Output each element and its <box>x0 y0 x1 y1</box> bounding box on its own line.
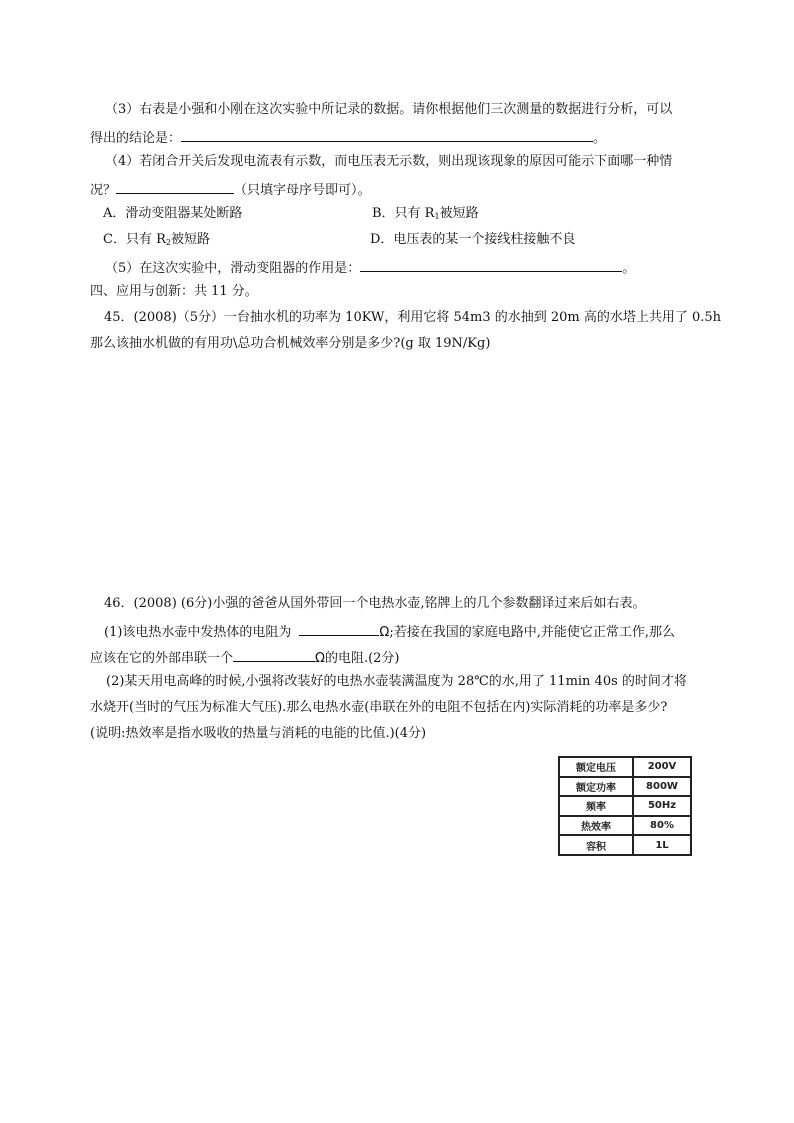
q4-option-b-subscript: 1 <box>434 212 440 221</box>
q46-text-1: 46．(2008) (6分)小强的爸爸从国外带回一个电热水壶,铭牌上的几个参数翻译过来后如右表。 <box>104 596 646 611</box>
q46-sub1-line-2 <box>90 647 400 665</box>
nameplate-row <box>559 816 691 836</box>
q3-text-1: （3）右表是小强和小刚在这次实验中所记录的数据。请你根据他们三次测量的数据进行分析，可以 <box>105 102 673 117</box>
ohm-symbol: Ω <box>379 625 390 640</box>
nameplate-row <box>559 757 691 777</box>
q4-line-1 <box>105 153 672 171</box>
q4-text-2: 况？ <box>90 183 117 198</box>
q5-answer-blank[interactable] <box>360 257 622 272</box>
q46-sub2-text-1: (2)某天用电高峰的时候,小强将改装好的电热水壶装满温度为 28℃的水,用了 11min 40s 的时间才将 <box>106 674 687 689</box>
q3-text-2-end: 。 <box>593 131 607 146</box>
q4-option-c-text-end: 被短路 <box>170 232 210 247</box>
nameplate-value: 1L <box>633 835 691 855</box>
q4-option-c-subscript: 2 <box>165 238 171 247</box>
section-heading <box>90 283 258 301</box>
q4-option-a-text: A．滑动变阻器某处断路 <box>103 206 243 221</box>
q46-resistance-blank[interactable] <box>299 621 379 636</box>
q46-sub2-line-2 <box>90 699 667 717</box>
q4-option-c-text: C．只有 R <box>103 232 166 247</box>
q4-text-2-end: （只填字母序号即可）。 <box>234 183 371 198</box>
nameplate-key: 额定电压 <box>559 757 633 777</box>
q4-option-b-text-end: 被短路 <box>439 206 479 221</box>
nameplate-row <box>559 777 691 797</box>
q46-sub1-line-1 <box>104 621 675 639</box>
q3-text-2: 得出的结论是： <box>90 131 182 146</box>
nameplate-key: 频率 <box>559 796 633 816</box>
nameplate-table <box>558 756 692 856</box>
ohm-symbol-2: Ω <box>315 651 325 666</box>
q46-series-resistor-blank[interactable] <box>233 647 315 662</box>
q4-text-1: （4）若闭合开关后发现电流表有示数，而电压表无示数，则出现该现象的原因可能示下面哪一种情 <box>105 154 673 169</box>
q3-answer-blank[interactable] <box>181 127 593 142</box>
nameplate-row <box>559 835 691 855</box>
q46-sub2-text-3: (说明:热效率是指水吸收的热量与消耗的电能的比值.)(4分) <box>90 726 427 741</box>
q4-answer-blank[interactable] <box>116 179 234 194</box>
nameplate-row <box>559 796 691 816</box>
q46-sub2-line-1 <box>106 673 687 691</box>
q46-sub2-line-3 <box>90 725 426 743</box>
section-heading-text: 四、应用与创新：共 11 分。 <box>90 284 258 299</box>
nameplate-key: 容积 <box>559 835 633 855</box>
q45-line-2 <box>90 335 490 353</box>
q46-sub2-text-2: 水烧开(当时的气压为标准大气压).那么电热水壶(串联在外的电阻不包括在内)实际消耗的功率是多少? <box>90 700 668 715</box>
q4-line-2 <box>90 179 371 197</box>
nameplate-value: 800W <box>633 777 691 797</box>
q46-sub1-text-2: 应该在它的外部串联一个 <box>90 651 234 666</box>
q45-text-1: 45．(2008)（5分）一台抽水机的功率为 10KW，利用它将 54m3 的水抽到 20m 高的水塔上共用了 0.5h <box>104 310 722 325</box>
q46-line-1 <box>104 595 645 613</box>
nameplate-key: 热效率 <box>559 816 633 836</box>
q4-option-c <box>103 231 210 249</box>
q46-sub1-text: (1)该电热水壶中发热体的电阻为 <box>104 625 292 640</box>
q5-text-end: 。 <box>622 261 636 276</box>
q5-line <box>105 257 635 275</box>
nameplate-value: 200V <box>633 757 691 777</box>
nameplate-value: 50Hz <box>633 796 691 816</box>
q3-line-2 <box>90 127 606 145</box>
q45-line-1 <box>104 309 721 327</box>
q4-option-a <box>103 205 242 223</box>
q4-option-d-text: D．电压表的某一个接线柱接触不良 <box>370 232 576 247</box>
nameplate-value: 80% <box>633 816 691 836</box>
q4-option-d <box>370 231 575 249</box>
q3-line-1 <box>105 101 672 119</box>
q46-sub1-text-mid: ;若接在我国的家庭电路中,并能使它正常工作,那么 <box>389 625 676 640</box>
q46-sub1-text-2-end: 的电阻.(2分) <box>324 651 400 666</box>
q45-text-2: 那么该抽水机做的有用功\总功合机械效率分别是多少?(g 取 19N/Kg) <box>90 336 491 351</box>
q5-text: （5）在这次实验中，滑动变阻器的作用是： <box>105 261 361 276</box>
q4-option-b-text: B．只有 R <box>372 206 435 221</box>
nameplate-key: 额定功率 <box>559 777 633 797</box>
q4-option-b <box>372 205 479 223</box>
